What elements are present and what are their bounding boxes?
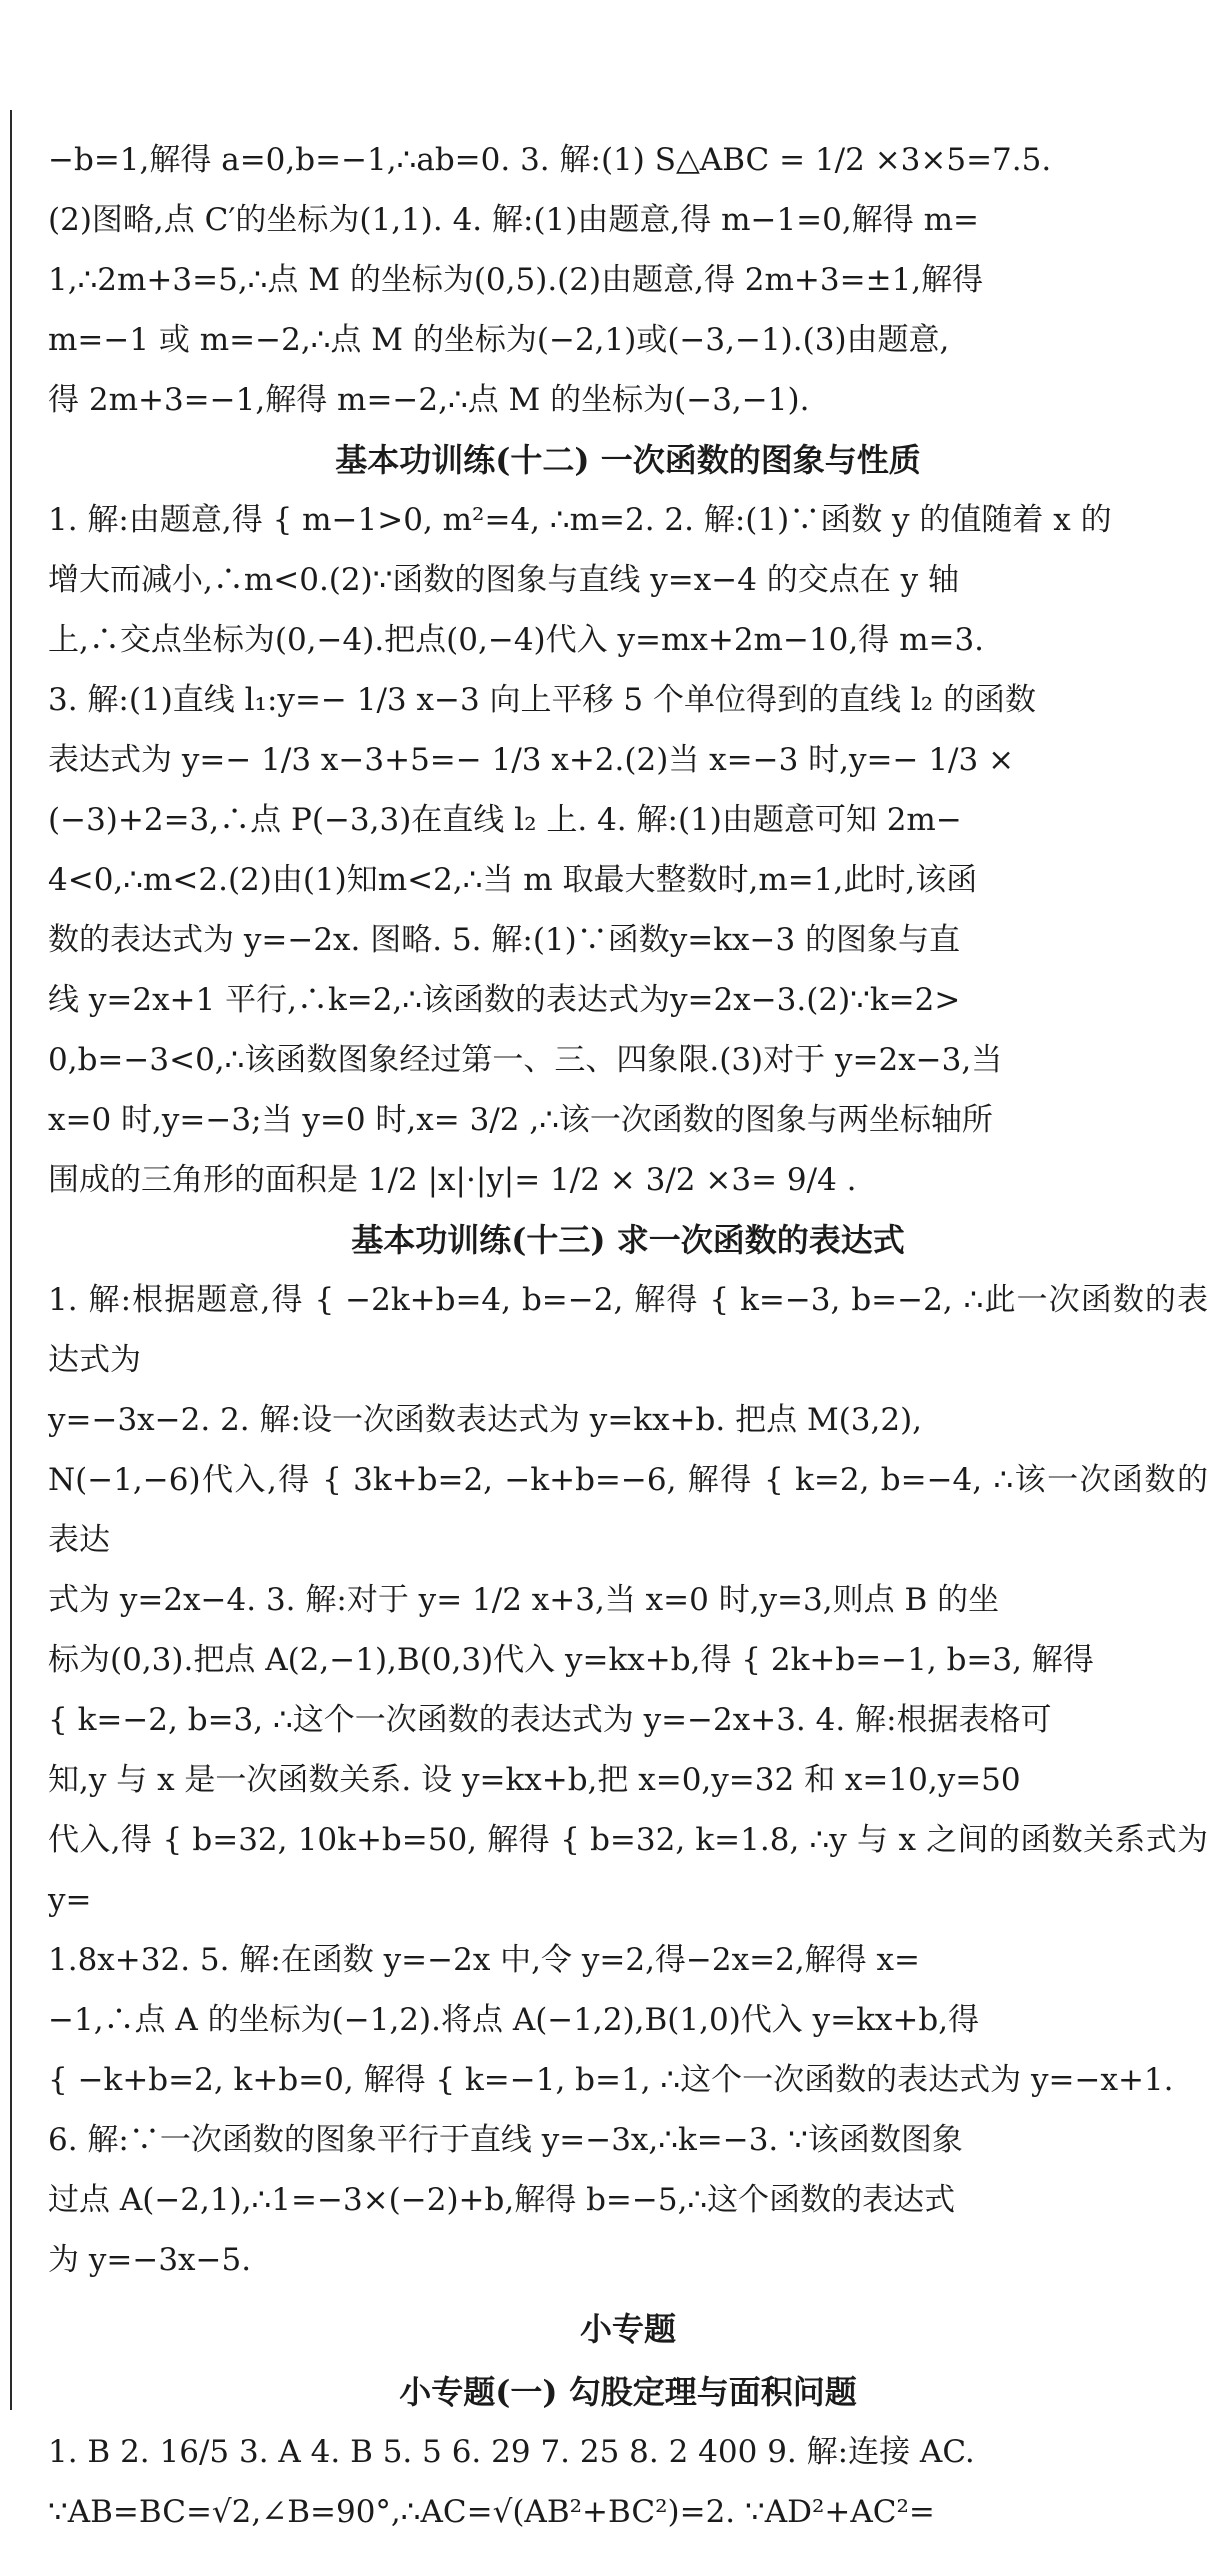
text-line: 0,b=−3<0,∴该函数图象经过第一、三、四象限.(3)对于 y=2x−3,当: [48, 1042, 1003, 1078]
text-line: 代入,得 { b=32, 10k+b=50, 解得 { b=32, k=1.8, ∴y 与 x 之间的函数关系式为 y=: [48, 1822, 1208, 1918]
margin-rule: [10, 110, 12, 2410]
text-line: 3. 解:(1)直线 l₁:y=− 1/3 x−3 向上平移 5 个单位得到的直线 l₂ 的函数: [48, 682, 1037, 718]
text-line: −1,∴点 A 的坐标为(−1,2).将点 A(−1,2),B(1,0)代入 y=kx+b,得: [48, 2002, 980, 2038]
text-line: 6. 解:∵一次函数的图象平行于直线 y=−3x,∴k=−3. ∵该函数图象: [48, 2122, 963, 2158]
text-line: 1. 解:根据题意,得 { −2k+b=4, b=−2, 解得 { k=−3, b=−2, ∴此一次函数的表达式为: [48, 1282, 1208, 1378]
text-line: 1,∴2m+3=5,∴点 M 的坐标为(0,5).(2)由题意,得 2m+3=±1,解得: [48, 262, 984, 298]
text-line: 式为 y=2x−4. 3. 解:对于 y= 1/2 x+3,当 x=0 时,y=3,则点 B 的坐: [48, 1582, 1000, 1618]
text-line: N(−1,−6)代入,得 { 3k+b=2, −k+b=−6, 解得 { k=2, b=−4, ∴该一次函数的表达: [48, 1462, 1208, 1558]
text-line: { k=−2, b=3, ∴这个一次函数的表达式为 y=−2x+3. 4. 解:根据表格可: [48, 1702, 1052, 1738]
section-13-title: 基本功训练(十三) 求一次函数的表达式: [351, 1221, 905, 1259]
text-line: 表达式为 y=− 1/3 x−3+5=− 1/3 x+2.(2)当 x=−3 时,y=− 1/3 ×: [48, 742, 1015, 778]
text-line: 线 y=2x+1 平行,∴k=2,∴该函数的表达式为y=2x−3.(2)∵k=2>: [48, 982, 961, 1018]
section-13-body: [48, 1270, 1208, 2290]
text-line: 1.8x+32. 5. 解:在函数 y=−2x 中,令 y=2,得−2x=2,解得 x=: [48, 1942, 920, 1978]
text-line: 4<0,∴m<2.(2)由(1)知m<2,∴当 m 取最大整数时,m=1,此时,该函: [48, 862, 978, 898]
text-line: 得 2m+3=−1,解得 m=−2,∴点 M 的坐标为(−3,−1).: [48, 382, 810, 418]
small-topic-title: 小专题(一) 勾股定理与面积问题: [399, 2373, 857, 2411]
text-line: x=0 时,y=−3;当 y=0 时,x= 3/2 ,∴该一次函数的图象与两坐标轴所: [48, 1102, 993, 1138]
section-12-body: [48, 490, 1208, 1210]
text-line: 数的表达式为 y=−2x. 图略. 5. 解:(1)∵函数y=kx−3 的图象与直: [48, 922, 961, 958]
answer-line: 1. B 2. 16/5 3. A 4. B 5. 5 6. 29 7. 25 8. 2 400 9. 解:连接 AC.: [48, 2434, 975, 2470]
answer-content: [48, 130, 1208, 2542]
text-line: 1. 解:由题意,得 { m−1>0, m²=4, ∴m=2. 2. 解:(1)∵函数 y 的值随着 x 的: [48, 502, 1112, 538]
text-line: 过点 A(−2,1),∴1=−3×(−2)+b,解得 b=−5,∴这个函数的表达式: [48, 2182, 956, 2218]
text-line: 标为(0,3).把点 A(2,−1),B(0,3)代入 y=kx+b,得 { 2k+b=−1, b=3, 解得: [48, 1642, 1094, 1678]
text-line: 上,∴交点坐标为(0,−4).把点(0,−4)代入 y=mx+2m−10,得 m=3.: [48, 622, 985, 658]
text-line: m=−1 或 m=−2,∴点 M 的坐标为(−2,1)或(−3,−1).(3)由题意,: [48, 322, 950, 358]
text-line: (−3)+2=3,∴点 P(−3,3)在直线 l₂ 上. 4. 解:(1)由题意可知 2m−: [48, 802, 962, 838]
small-topic-body: [48, 2422, 1208, 2542]
text-line: 围成的三角形的面积是 1/2 |x|·|y|= 1/2 × 3/2 ×3= 9/4 .: [48, 1162, 857, 1198]
intro-paragraph: [48, 130, 1208, 430]
text-line: 知,y 与 x 是一次函数关系. 设 y=kx+b,把 x=0,y=32 和 x=10,y=50: [48, 1762, 1021, 1798]
text-line: 增大而减小,∴m<0.(2)∵函数的图象与直线 y=x−4 的交点在 y 轴: [48, 562, 960, 598]
small-topic-heading: 小专题: [579, 2310, 676, 2348]
text-line: y=−3x−2. 2. 解:设一次函数表达式为 y=kx+b. 把点 M(3,2),: [48, 1402, 923, 1438]
text-line: −b=1,解得 a=0,b=−1,∴ab=0. 3. 解:(1) S△ABC = 1/2 ×3×5=7.5.: [48, 142, 1052, 178]
text-line: 为 y=−3x−5.: [48, 2242, 252, 2278]
text-line: ∵AB=BC=√2,∠B=90°,∴AC=√(AB²+BC²)=2. ∵AD²+AC²=: [48, 2494, 935, 2530]
text-line: (2)图略,点 C′的坐标为(1,1). 4. 解:(1)由题意,得 m−1=0,解得 m=: [48, 202, 979, 238]
text-line: { −k+b=2, k+b=0, 解得 { k=−1, b=1, ∴这个一次函数的表达式为 y=−x+1.: [48, 2062, 1174, 2098]
section-12-title: 基本功训练(十二) 一次函数的图象与性质: [335, 441, 921, 479]
